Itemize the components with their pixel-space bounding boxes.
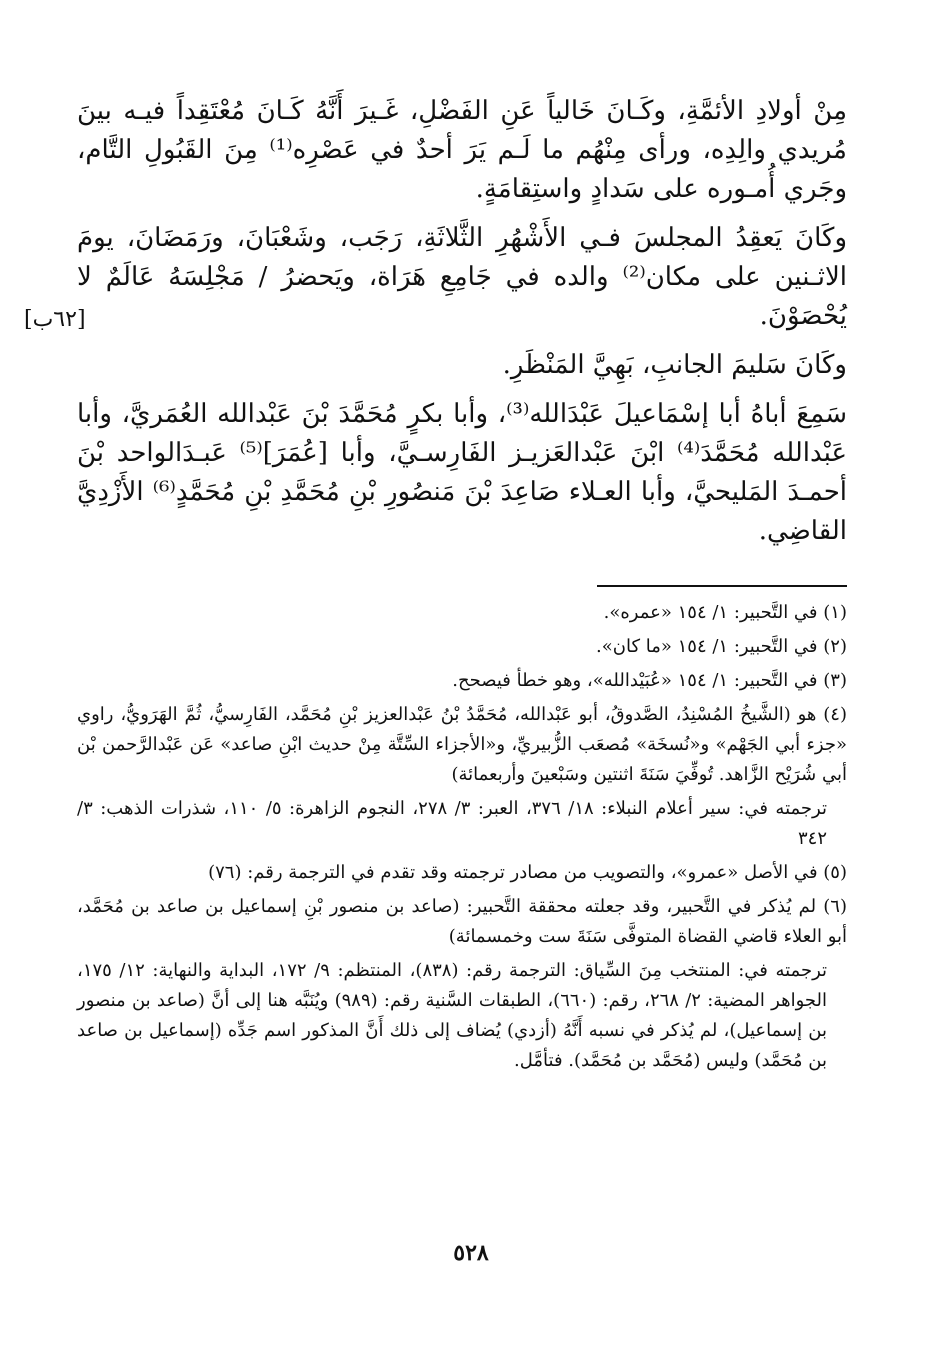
footnote-4: (٤) هو (الشَّيخُ المُسْنِدُ، الصَّدوقُ، أبو عَبْدالله، مُحَمَّدُ بْنُ عَبْدالعزيز بْنِ مُحَمَّد، الفَارِسيُّ، ثُمَّ الهَرَويُّ، راوي «جزء أبي الجَهْم» و«نُسخَة» مُصعَب الزُّبيريِّ، و«الأجزاء السِّتَّة مِنْ حديث ابْنِ صاعد» عَن عَبْدالرَّحمن بْن أبي شُرَيْح الزَّاهد. تُوفِّيَ سَنَةَ اثنتين وسَبْعينَ وأربعمائة) bbox=[77, 704, 847, 785]
footnotes bbox=[77, 598, 847, 1080]
footnote-separator bbox=[597, 585, 847, 587]
main-paragraph-1: مِنْ أولادِ الأئمَّةِ، وكَـانَ خَالياً عَنِ الفَضْلِ، غَـيرَ أَنَّهُ كَـانَ مُعْتَقِداً فيـه بينَ مُريدي والِدِه، ورأى مِنْهُم ما لَـم يَرَ أحدٌ في عَصْرِه⁽¹⁾ مِنَ القَبُولِ التَّام، وجَري أُمـوره على سَدادٍ واستِقامَةٍ. bbox=[77, 96, 847, 204]
main-paragraph-3: وكَانَ سَليمَ الجانبِ، بَهِيَّ المَنْظَرِ. bbox=[502, 350, 847, 380]
footnote-5: (٥) في الأصل «عمرو»، والتصويب من مصادر ترجمته وقد تقدم في الترجمة رقم: (٧٦) bbox=[208, 862, 847, 883]
footnote-4-bibliography: ترجمته في: سير أعلام النبلاء: ١٨/ ٣٧٦، العبر: ٣/ ٢٧٨، النجوم الزاهرة: ٥/ ١١٠، شذرات الذهب: ٣/ ٣٤٢ bbox=[77, 798, 827, 849]
main-text bbox=[77, 92, 847, 561]
main-paragraph-4: سَمِعَ أباهُ أبا إسْمَاعيلَ عَبْدَالله⁽³⁾، وأبا بكرٍ مُحَمَّدَ بْنَ عَبْدالله العُمَريَّ، وأبا عَبْدالله مُحَمَّدَ⁽⁴⁾ ابْنَ عَبْدالعَزيـز الفَارِسـيَّ، وأبا [عُمَرَ]⁽⁵⁾ عَبـدَالواحد بْنَ أحمـدَ المَليحيَّ، وأبا العـلاء صَاعِدَ بْنَ مَنصُورِ بْنِ مُحَمَّدِ بْنِ مُحَمَّدٍ⁽⁶⁾ الأَزْدِيَّ القاضِي. bbox=[77, 399, 848, 546]
manuscript-folio-marker: [٦٢ب] bbox=[24, 307, 86, 332]
page-number: ٥٢٨ bbox=[453, 1240, 489, 1266]
footnote-3: (٣) في التَّحبير: ١/ ١٥٤ «عُبَيْدالله»، وهو خطأ فيصحح. bbox=[452, 670, 847, 691]
footnote-1: (١) في التَّحبير: ١/ ١٥٤ «عمره». bbox=[603, 602, 847, 623]
footnote-6-bibliography: ترجمته في: المنتخب مِنَ السِّياق: الترجمة رقم: (٨٣٨)، المنتظم: ٩/ ١٧٢، البداية والنهاية: ١٢/ ١٧٥، الجواهر المضية: ٢/ ٢٦٨، رقم: (٦٦٠)، الطبقات السَّنية رقم: (٩٨٩) ويُنَبَّه هنا إلى أنَّ (صاعد بن منصور بن إسماعيل)، لم يُذكر في نسبه أَنَّهُ (أزدي) يُضاف إلى ذلك أَنَّ المذكور اسم جَدِّه (إسماعيل بن صاعد بن مُحَمَّد) وليس (مُحَمَّد بن مُحَمَّد). فتأمَّل. bbox=[77, 960, 828, 1071]
footnote-2: (٢) في التَّحبير: ١/ ١٥٤ «ما كان». bbox=[596, 636, 847, 657]
main-paragraph-2: وكَانَ يَعقِدُ المجلسَ فـي الأَشْهُرِ الثَّلاثَةِ، رَجَب، وشَعْبَانَ، ورَمَضَانَ، يومَ الاثـنين على مكان⁽²⁾ والده في جَامِعِ هَرَاة، ويَحضرُ / مَجْلِسَهُ عَالَمٌ لا يُحْصَوْنَ. bbox=[77, 223, 847, 331]
footnote-6: (٦) لم يُذكر في التَّحبير، وقد جعلته محققة التَّحبير: (صاعد بن منصور بْنِ إسماعيل بن صاعد بن مُحَمَّد، أبو العلاء قاضي القضاة المتوفَّى سَنَةَ ست وخمسمائة) bbox=[77, 896, 847, 947]
